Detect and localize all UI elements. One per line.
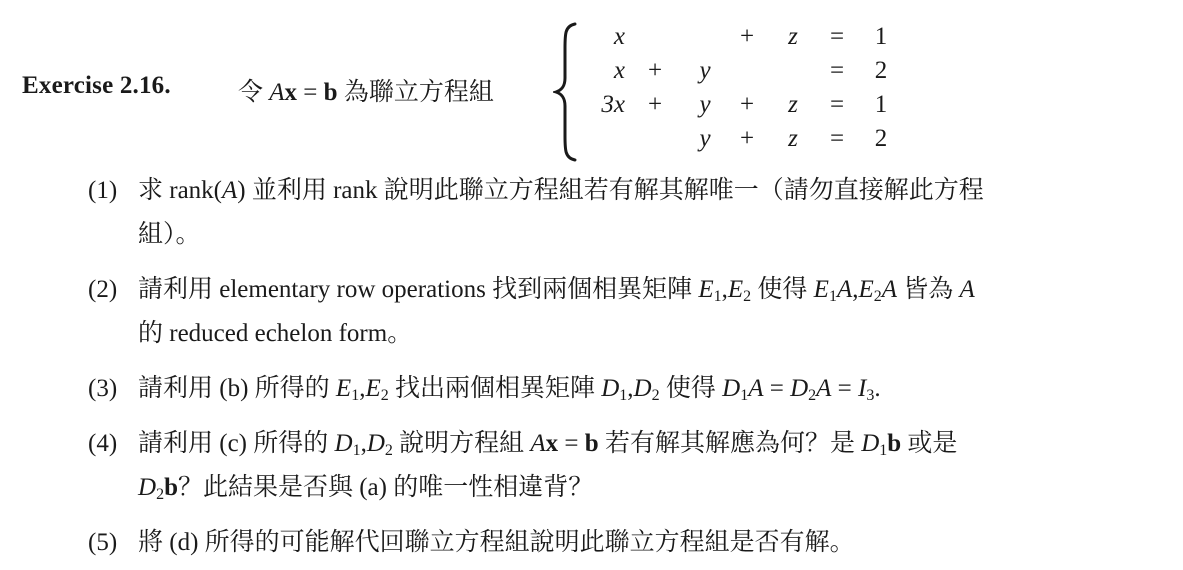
eq-r2-c3: y <box>699 57 711 84</box>
item-3-d1a: D <box>722 375 741 402</box>
eq-r1-c6: = <box>829 23 845 50</box>
item-3-text-b: 找出兩個相異矩陣 <box>388 375 602 402</box>
item-3-identity-sub: 3 <box>866 387 875 404</box>
item-2-number: (2) <box>88 276 118 303</box>
item-2-e2a: E <box>858 276 874 303</box>
item-2-e1a: E <box>813 276 829 303</box>
item-3-comma-1: , <box>359 375 366 402</box>
item-2-e2: E <box>727 276 744 303</box>
item-3-e1: E <box>335 375 352 402</box>
eq-r2-c2: + <box>647 57 663 84</box>
item-3-e1-sub: 1 <box>351 387 360 404</box>
item-3-a2: A <box>816 375 832 402</box>
item-4-d1-sub: 1 <box>352 442 361 459</box>
item-1-matrix-a: A <box>222 177 238 204</box>
item-2-e1-sub: 1 <box>713 288 722 305</box>
item-3-d2a-sub: 2 <box>808 387 817 404</box>
eq-r1-c7: 1 <box>874 23 888 50</box>
item-3-identity: I <box>858 375 867 402</box>
item-4-matrix-a: A <box>530 430 546 457</box>
eq-r3-c4: + <box>739 91 755 118</box>
item-4-text-a: 請利用 (c) 所得的 <box>138 430 335 457</box>
eq-r2-c7: 2 <box>874 57 888 84</box>
item-1 <box>88 174 984 208</box>
item-4-vector-b-3: b <box>164 474 178 501</box>
item-1-text-c: ) 並利用 rank 說明此聯立方程組若有解其解唯一（請勿直接解此方程 <box>237 177 984 204</box>
eq-r4-c7: 2 <box>874 125 888 152</box>
item-4-number: (4) <box>88 430 118 457</box>
item-4-equals: = <box>558 430 585 457</box>
item-2-text-c: 皆為 <box>897 276 960 303</box>
item-2-e1a-sub: 1 <box>828 288 837 305</box>
eq-r3-c2: + <box>647 91 663 118</box>
item-3-number: (3) <box>88 375 118 402</box>
item-2-e1: E <box>698 276 714 303</box>
eq-r3-c3: y <box>699 91 711 118</box>
left-brace-icon <box>553 22 581 162</box>
item-3-d2-sub: 2 <box>651 387 660 404</box>
item-2-e2a-sub: 2 <box>873 288 882 305</box>
eq-r4-c4: + <box>739 125 755 152</box>
eq-r3-c6: = <box>829 91 845 118</box>
item-4-d1b-sub: 1 <box>879 442 888 459</box>
item-4-d2: D <box>366 430 385 457</box>
eq-r1-c5: z <box>788 23 798 50</box>
eq-r4-c1 <box>585 122 625 156</box>
item-1-text-a: 求 rank( <box>138 177 222 204</box>
intro-prefix: 令 <box>238 79 264 106</box>
item-4-text-d: 或是 <box>901 430 958 457</box>
eq-r3-c7: 1 <box>874 91 888 118</box>
item-2-a3: A <box>959 276 975 303</box>
item-2-text-a: 請利用 elementary row operations 找到兩個相異矩陣 <box>138 276 699 303</box>
intro-suffix: 為聯立方程組 <box>343 79 494 106</box>
eq-r4-c3: y <box>699 125 711 152</box>
item-2 <box>88 273 975 307</box>
eq-r3-c1: 3x <box>601 91 625 118</box>
item-2-comma-1: , <box>721 276 728 303</box>
item-3-d2a: D <box>790 375 809 402</box>
item-1-continuation: 組）。 <box>138 221 201 248</box>
item-3-d2: D <box>633 375 652 402</box>
item-2-comma-2: , <box>852 276 859 303</box>
item-3-equals-1: = <box>763 375 791 402</box>
item-4-text-c: 若有解其解應為何？是 <box>598 430 862 457</box>
item-2-a2: A <box>881 276 898 303</box>
item-3-d1a-sub: 1 <box>740 387 749 404</box>
item-2-continuation: 的 reduced echelon form。 <box>138 320 413 347</box>
item-4-d2b-sub: 2 <box>156 486 165 503</box>
exercise-label: Exercise 2.16. <box>22 72 171 99</box>
item-4-vector-b: b <box>584 430 599 457</box>
item-5 <box>88 526 855 560</box>
item-3-text-a: 請利用 (b) 所得的 <box>138 375 336 402</box>
item-4 <box>88 427 957 461</box>
item-4-vector-b-2: b <box>887 430 902 457</box>
eq-r1-c4: + <box>739 23 755 50</box>
item-3-d1-sub: 1 <box>619 387 628 404</box>
eq-r2-c5 <box>773 54 813 88</box>
item-2-text-b: 使得 <box>751 276 814 303</box>
intro-equals: = <box>303 79 318 106</box>
intro-matrix-a: A <box>269 79 285 106</box>
item-4-text-b: 說明方程組 <box>392 430 531 457</box>
item-4-text-rest: ？此結果是否與 (a) 的唯一性相違背？ <box>177 474 594 501</box>
equation-system <box>585 20 905 160</box>
intro-vector-x: x <box>284 79 298 106</box>
item-3-period: . <box>874 375 881 402</box>
item-4-continuation <box>138 471 593 505</box>
exercise-intro <box>238 72 494 108</box>
eq-r1-c2 <box>635 20 675 54</box>
eq-r1-c3 <box>685 20 725 54</box>
item-3-a1: A <box>748 375 764 402</box>
item-3-text-c: 使得 <box>659 375 723 402</box>
eq-r4-c6: = <box>829 125 845 152</box>
item-3-e2: E <box>365 375 381 402</box>
eq-r2-c6: = <box>829 57 845 84</box>
intro-vector-b: b <box>323 79 338 106</box>
item-4-vector-x: x <box>545 430 559 457</box>
eq-r4-c2 <box>635 122 675 156</box>
item-3-equals-2: = <box>831 375 859 402</box>
item-1-number: (1) <box>88 177 118 204</box>
item-2-e2-sub: 2 <box>743 288 752 305</box>
eq-r1-c1: x <box>613 23 625 50</box>
item-4-d1: D <box>334 430 353 457</box>
item-4-d2-sub: 2 <box>384 442 393 459</box>
item-3-e2-sub: 2 <box>380 387 389 404</box>
eq-r2-c1: x <box>613 57 625 84</box>
item-5-text: 將 (d) 所得的可能解代回聯立方程組說明此聯立方程組是否有解。 <box>138 529 855 556</box>
eq-r4-c5: z <box>788 125 798 152</box>
item-2-a1: A <box>836 276 853 303</box>
item-5-number: (5) <box>88 529 118 556</box>
item-4-d2b: D <box>138 474 157 501</box>
eq-r2-c4 <box>727 54 767 88</box>
eq-r3-c5: z <box>788 91 798 118</box>
item-4-d1b: D <box>861 430 880 457</box>
item-3-d1: D <box>601 375 620 402</box>
item-4-comma-1: , <box>360 430 367 457</box>
item-3-comma-2: , <box>627 375 634 402</box>
item-3 <box>88 372 881 406</box>
